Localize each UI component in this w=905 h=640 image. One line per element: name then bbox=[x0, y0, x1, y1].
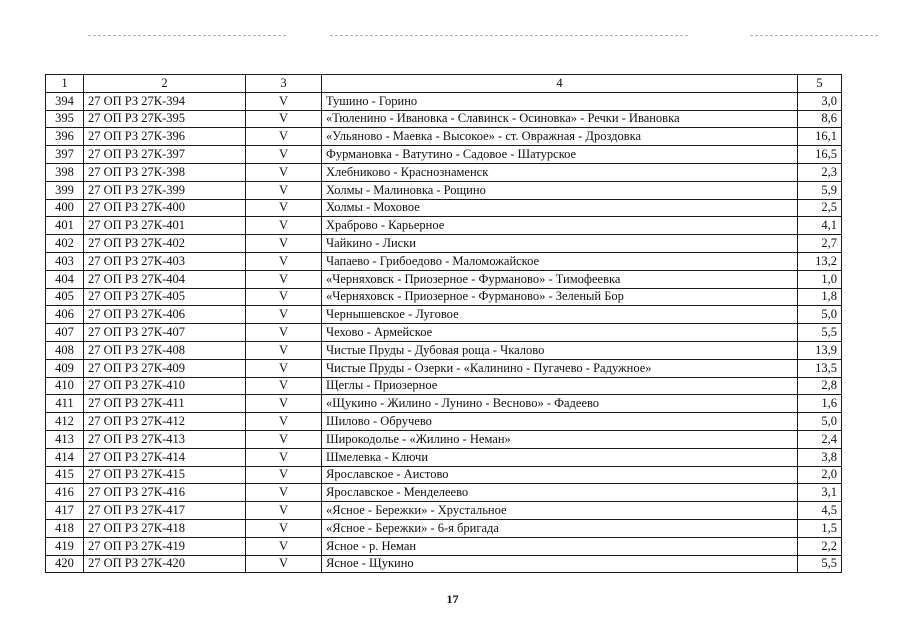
road-name-cell: Ярославское - Аистово bbox=[322, 466, 798, 484]
table-row bbox=[46, 324, 842, 342]
road-code-cell: 27 ОП РЗ 27К-409 bbox=[84, 359, 246, 377]
table-row bbox=[46, 306, 842, 324]
road-length-cell: 5,5 bbox=[798, 555, 842, 573]
header-col-2: 2 bbox=[84, 75, 246, 93]
road-category-cell: V bbox=[246, 128, 322, 146]
road-code-cell: 27 ОП РЗ 27К-396 bbox=[84, 128, 246, 146]
road-category-cell: V bbox=[246, 484, 322, 502]
road-name-cell: Ярославское - Менделеево bbox=[322, 484, 798, 502]
road-length-cell: 4,1 bbox=[798, 217, 842, 235]
road-name-cell: Холмы - Моховое bbox=[322, 199, 798, 217]
header-col-1: 1 bbox=[46, 75, 84, 93]
road-name-cell: «Черняховск - Приозерное - Фурманово» - Зеленый Бор bbox=[322, 288, 798, 306]
road-category-cell: V bbox=[246, 413, 322, 431]
road-code-cell: 27 ОП РЗ 27К-414 bbox=[84, 448, 246, 466]
road-length-cell: 1,5 bbox=[798, 519, 842, 537]
road-code-cell: 27 ОП РЗ 27К-402 bbox=[84, 235, 246, 253]
table-row bbox=[46, 128, 842, 146]
table-row bbox=[46, 341, 842, 359]
road-category-cell: V bbox=[246, 448, 322, 466]
road-name-cell: Храброво - Карьерное bbox=[322, 217, 798, 235]
road-category-cell: V bbox=[246, 110, 322, 128]
row-number-cell: 396 bbox=[46, 128, 84, 146]
table-row bbox=[46, 199, 842, 217]
table-row bbox=[46, 181, 842, 199]
road-code-cell: 27 ОП РЗ 27К-412 bbox=[84, 413, 246, 431]
table-row bbox=[46, 537, 842, 555]
road-name-cell: «Ясное - Бережки» - 6-я бригада bbox=[322, 519, 798, 537]
table-row bbox=[46, 484, 842, 502]
road-name-cell: Холмы - Малиновка - Рощино bbox=[322, 181, 798, 199]
road-name-cell: Тушино - Горино bbox=[322, 92, 798, 110]
road-code-cell: 27 ОП РЗ 27К-401 bbox=[84, 217, 246, 235]
road-code-cell: 27 ОП РЗ 27К-416 bbox=[84, 484, 246, 502]
road-name-cell: Хлебниково - Краснознаменск bbox=[322, 163, 798, 181]
table-row bbox=[46, 163, 842, 181]
road-category-cell: V bbox=[246, 430, 322, 448]
road-code-cell: 27 ОП РЗ 27К-415 bbox=[84, 466, 246, 484]
road-code-cell: 27 ОП РЗ 27К-400 bbox=[84, 199, 246, 217]
row-number-cell: 399 bbox=[46, 181, 84, 199]
road-name-cell: Ясное - Щукино bbox=[322, 555, 798, 573]
row-number-cell: 394 bbox=[46, 92, 84, 110]
row-number-cell: 400 bbox=[46, 199, 84, 217]
table-row bbox=[46, 288, 842, 306]
road-name-cell: Шмелевка - Ключи bbox=[322, 448, 798, 466]
road-length-cell: 5,0 bbox=[798, 413, 842, 431]
road-length-cell: 3,1 bbox=[798, 484, 842, 502]
row-number-cell: 413 bbox=[46, 430, 84, 448]
road-category-cell: V bbox=[246, 466, 322, 484]
table-row bbox=[46, 519, 842, 537]
road-category-cell: V bbox=[246, 163, 322, 181]
road-length-cell: 13,5 bbox=[798, 359, 842, 377]
road-category-cell: V bbox=[246, 288, 322, 306]
row-number-cell: 412 bbox=[46, 413, 84, 431]
road-category-cell: V bbox=[246, 146, 322, 164]
road-length-cell: 2,2 bbox=[798, 537, 842, 555]
road-length-cell: 13,9 bbox=[798, 341, 842, 359]
table-row bbox=[46, 217, 842, 235]
table-row bbox=[46, 377, 842, 395]
road-name-cell: Шилово - Обручево bbox=[322, 413, 798, 431]
table-row bbox=[46, 413, 842, 431]
table-row bbox=[46, 555, 842, 573]
road-length-cell: 1,8 bbox=[798, 288, 842, 306]
row-number-cell: 409 bbox=[46, 359, 84, 377]
road-category-cell: V bbox=[246, 502, 322, 520]
road-category-cell: V bbox=[246, 217, 322, 235]
road-name-cell: «Ясное - Бережки» - Хрустальное bbox=[322, 502, 798, 520]
road-name-cell: Широкодолье - «Жилино - Неман» bbox=[322, 430, 798, 448]
road-category-cell: V bbox=[246, 519, 322, 537]
road-category-cell: V bbox=[246, 537, 322, 555]
row-number-cell: 410 bbox=[46, 377, 84, 395]
road-length-cell: 2,4 bbox=[798, 430, 842, 448]
road-length-cell: 5,5 bbox=[798, 324, 842, 342]
road-name-cell: «Ульяново - Маевка - Высокое» - ст. Овражная - Дроздовка bbox=[322, 128, 798, 146]
road-category-cell: V bbox=[246, 199, 322, 217]
road-length-cell: 2,5 bbox=[798, 199, 842, 217]
road-length-cell: 8,6 bbox=[798, 110, 842, 128]
road-category-cell: V bbox=[246, 359, 322, 377]
road-category-cell: V bbox=[246, 252, 322, 270]
road-code-cell: 27 ОП РЗ 27К-398 bbox=[84, 163, 246, 181]
row-number-cell: 420 bbox=[46, 555, 84, 573]
road-category-cell: V bbox=[246, 555, 322, 573]
road-name-cell: Фурмановка - Ватутино - Садовое - Шатурское bbox=[322, 146, 798, 164]
road-name-cell: Чистые Пруды - Озерки - «Калинино - Пугачево - Радужное» bbox=[322, 359, 798, 377]
road-code-cell: 27 ОП РЗ 27К-417 bbox=[84, 502, 246, 520]
row-number-cell: 406 bbox=[46, 306, 84, 324]
row-number-cell: 401 bbox=[46, 217, 84, 235]
table-row bbox=[46, 110, 842, 128]
row-number-cell: 415 bbox=[46, 466, 84, 484]
table-row bbox=[46, 430, 842, 448]
road-code-cell: 27 ОП РЗ 27К-418 bbox=[84, 519, 246, 537]
road-name-cell: Ясное - р. Неман bbox=[322, 537, 798, 555]
road-length-cell: 2,7 bbox=[798, 235, 842, 253]
row-number-cell: 418 bbox=[46, 519, 84, 537]
row-number-cell: 398 bbox=[46, 163, 84, 181]
road-code-cell: 27 ОП РЗ 27К-407 bbox=[84, 324, 246, 342]
row-number-cell: 403 bbox=[46, 252, 84, 270]
header-col-5: 5 bbox=[798, 75, 842, 93]
road-code-cell: 27 ОП РЗ 27К-397 bbox=[84, 146, 246, 164]
row-number-cell: 416 bbox=[46, 484, 84, 502]
table-row bbox=[46, 502, 842, 520]
road-code-cell: 27 ОП РЗ 27К-408 bbox=[84, 341, 246, 359]
road-length-cell: 1,6 bbox=[798, 395, 842, 413]
row-number-cell: 407 bbox=[46, 324, 84, 342]
road-category-cell: V bbox=[246, 377, 322, 395]
table-row bbox=[46, 359, 842, 377]
table-row bbox=[46, 92, 842, 110]
road-length-cell: 5,0 bbox=[798, 306, 842, 324]
road-name-cell: «Тюленино - Ивановка - Славинск - Осиновка» - Речки - Ивановка bbox=[322, 110, 798, 128]
road-name-cell: Чайкино - Лиски bbox=[322, 235, 798, 253]
table-row bbox=[46, 448, 842, 466]
row-number-cell: 404 bbox=[46, 270, 84, 288]
road-length-cell: 2,8 bbox=[798, 377, 842, 395]
road-length-cell: 5,9 bbox=[798, 181, 842, 199]
table-row bbox=[46, 252, 842, 270]
table-body bbox=[46, 92, 842, 573]
road-category-cell: V bbox=[246, 341, 322, 359]
roads-table bbox=[45, 74, 842, 573]
table-header-row bbox=[46, 75, 842, 93]
table-row bbox=[46, 466, 842, 484]
road-name-cell: Чехово - Армейское bbox=[322, 324, 798, 342]
row-number-cell: 411 bbox=[46, 395, 84, 413]
road-name-cell: Щеглы - Приозерное bbox=[322, 377, 798, 395]
road-code-cell: 27 ОП РЗ 27К-404 bbox=[84, 270, 246, 288]
road-code-cell: 27 ОП РЗ 27К-403 bbox=[84, 252, 246, 270]
scan-artifact-line-right bbox=[750, 35, 880, 36]
road-length-cell: 1,0 bbox=[798, 270, 842, 288]
row-number-cell: 417 bbox=[46, 502, 84, 520]
header-col-3: 3 bbox=[246, 75, 322, 93]
row-number-cell: 395 bbox=[46, 110, 84, 128]
road-name-cell: Чапаево - Грибоедово - Маломожайское bbox=[322, 252, 798, 270]
row-number-cell: 408 bbox=[46, 341, 84, 359]
road-code-cell: 27 ОП РЗ 27К-419 bbox=[84, 537, 246, 555]
road-code-cell: 27 ОП РЗ 27К-394 bbox=[84, 92, 246, 110]
road-code-cell: 27 ОП РЗ 27К-410 bbox=[84, 377, 246, 395]
scan-artifact-line-left bbox=[88, 35, 288, 36]
road-name-cell: Чернышевское - Луговое bbox=[322, 306, 798, 324]
road-name-cell: «Черняховск - Приозерное - Фурманово» - Тимофеевка bbox=[322, 270, 798, 288]
table-row bbox=[46, 146, 842, 164]
road-length-cell: 16,5 bbox=[798, 146, 842, 164]
road-code-cell: 27 ОП РЗ 27К-399 bbox=[84, 181, 246, 199]
road-category-cell: V bbox=[246, 92, 322, 110]
road-code-cell: 27 ОП РЗ 27К-411 bbox=[84, 395, 246, 413]
header-col-4: 4 bbox=[322, 75, 798, 93]
road-length-cell: 2,0 bbox=[798, 466, 842, 484]
scan-artifact-line-middle bbox=[330, 35, 690, 36]
page-number: 17 bbox=[446, 592, 459, 606]
road-category-cell: V bbox=[246, 306, 322, 324]
road-name-cell: «Щукино - Жилино - Лунино - Весново» - Фадеево bbox=[322, 395, 798, 413]
table-row bbox=[46, 270, 842, 288]
road-length-cell: 2,3 bbox=[798, 163, 842, 181]
road-name-cell: Чистые Пруды - Дубовая роща - Чкалово bbox=[322, 341, 798, 359]
row-number-cell: 405 bbox=[46, 288, 84, 306]
row-number-cell: 414 bbox=[46, 448, 84, 466]
road-code-cell: 27 ОП РЗ 27К-395 bbox=[84, 110, 246, 128]
road-length-cell: 16,1 bbox=[798, 128, 842, 146]
table-row bbox=[46, 395, 842, 413]
road-length-cell: 13,2 bbox=[798, 252, 842, 270]
road-category-cell: V bbox=[246, 270, 322, 288]
road-category-cell: V bbox=[246, 395, 322, 413]
road-code-cell: 27 ОП РЗ 27К-405 bbox=[84, 288, 246, 306]
table-row bbox=[46, 235, 842, 253]
row-number-cell: 419 bbox=[46, 537, 84, 555]
road-category-cell: V bbox=[246, 235, 322, 253]
road-code-cell: 27 ОП РЗ 27К-420 bbox=[84, 555, 246, 573]
road-code-cell: 27 ОП РЗ 27К-413 bbox=[84, 430, 246, 448]
road-length-cell: 4,5 bbox=[798, 502, 842, 520]
road-length-cell: 3,0 bbox=[798, 92, 842, 110]
road-length-cell: 3,8 bbox=[798, 448, 842, 466]
row-number-cell: 402 bbox=[46, 235, 84, 253]
road-category-cell: V bbox=[246, 181, 322, 199]
road-category-cell: V bbox=[246, 324, 322, 342]
road-code-cell: 27 ОП РЗ 27К-406 bbox=[84, 306, 246, 324]
row-number-cell: 397 bbox=[46, 146, 84, 164]
